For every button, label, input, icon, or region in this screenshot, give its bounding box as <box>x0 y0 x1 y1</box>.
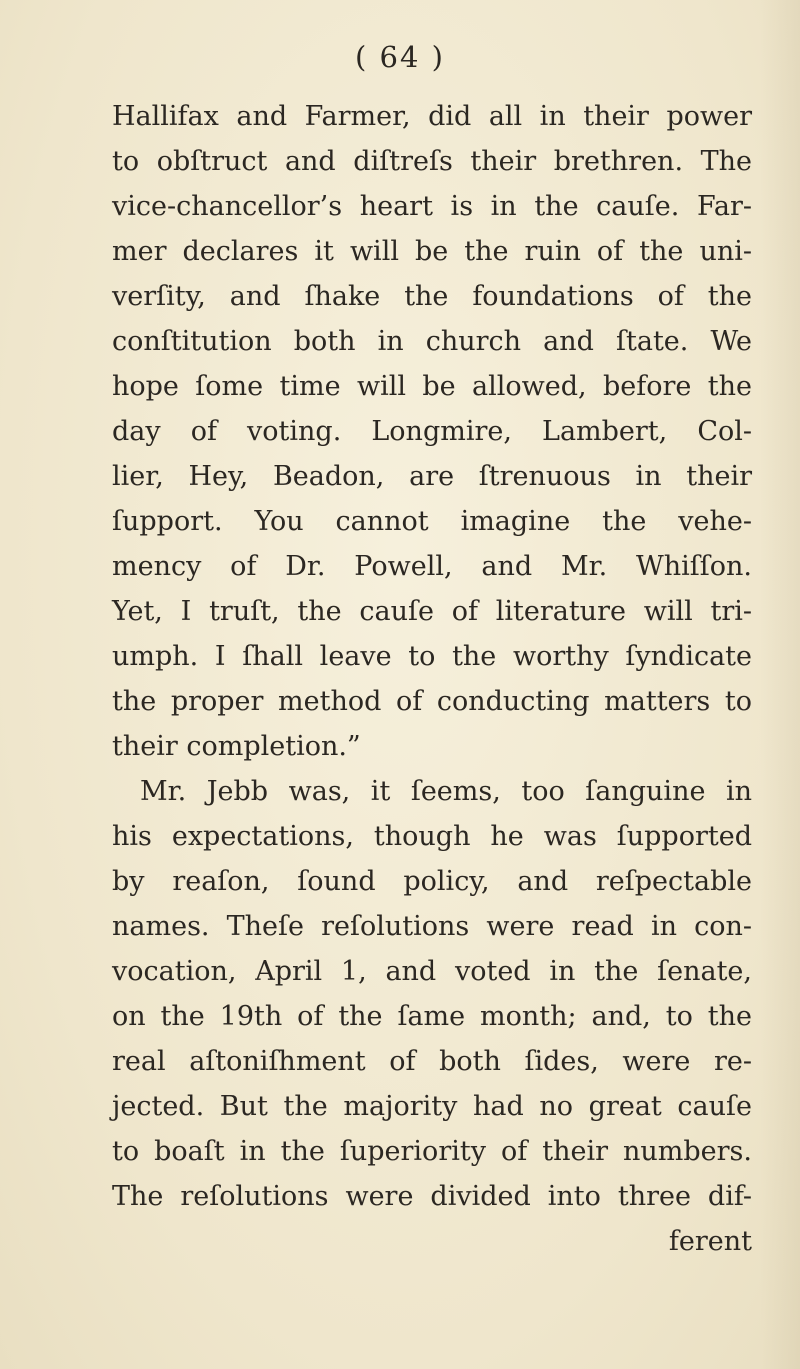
text-line: mer declares it will be the ruin of the uni- <box>112 236 752 267</box>
text-line: hope ſome time will be allowed, before the <box>112 371 752 402</box>
text-line: names. Theſe reſolutions were read in con- <box>112 911 752 942</box>
text-line: ſupport. You cannot imagine the vehe- <box>112 506 752 537</box>
text-line: Yet, I truſt, the cauſe of literature will tri- <box>112 596 752 627</box>
text-line: umph. I ſhall leave to the worthy ſyndicate <box>112 641 752 672</box>
text-line: The reſolutions were divided into three dif- <box>112 1181 752 1212</box>
text-line: real aſtoniſhment of both ſides, were re- <box>112 1046 752 1077</box>
text-line: Hallifax and Farmer, did all in their power <box>112 101 752 132</box>
text-line: his expectations, though he was ſupported <box>112 821 752 852</box>
text-line: vocation, April 1, and voted in the ſenate, <box>112 956 752 987</box>
text-line: conſtitution both in church and ſtate. We <box>112 326 752 357</box>
paragraph-start-line: Mr. Jebb was, it ſeems, too ſanguine in <box>140 776 752 807</box>
text-line: to boaſt in the ſuperiority of their numbers. <box>112 1136 752 1167</box>
text-line: on the 19th of the ſame month; and, to the <box>112 1001 752 1032</box>
text-line: day of voting. Longmire, Lambert, Col- <box>112 416 752 447</box>
body-text <box>112 94 752 1264</box>
page-number: ( 64 ) <box>355 40 445 74</box>
text-line: vice-chancellor’s heart is in the cauſe. Far- <box>112 191 752 222</box>
text-line: the proper method of conducting matters to <box>112 686 752 717</box>
page-edge-shadow <box>760 0 800 1369</box>
text-line: jected. But the majority had no great cauſe <box>112 1091 752 1122</box>
catchword: ferent <box>668 1226 752 1257</box>
text-line: lier, Hey, Beadon, are ſtrenuous in their <box>112 461 752 492</box>
text-line: their completion.” <box>112 731 361 762</box>
text-line: verſity, and ſhake the foundations of the <box>112 281 752 312</box>
text-line: mency of Dr. Powell, and Mr. Whiſſon. <box>112 551 752 582</box>
text-line: by reaſon, ſound policy, and reſpectable <box>112 866 752 897</box>
text-line: to obſtruct and diſtreſs their brethren. The <box>112 146 752 177</box>
